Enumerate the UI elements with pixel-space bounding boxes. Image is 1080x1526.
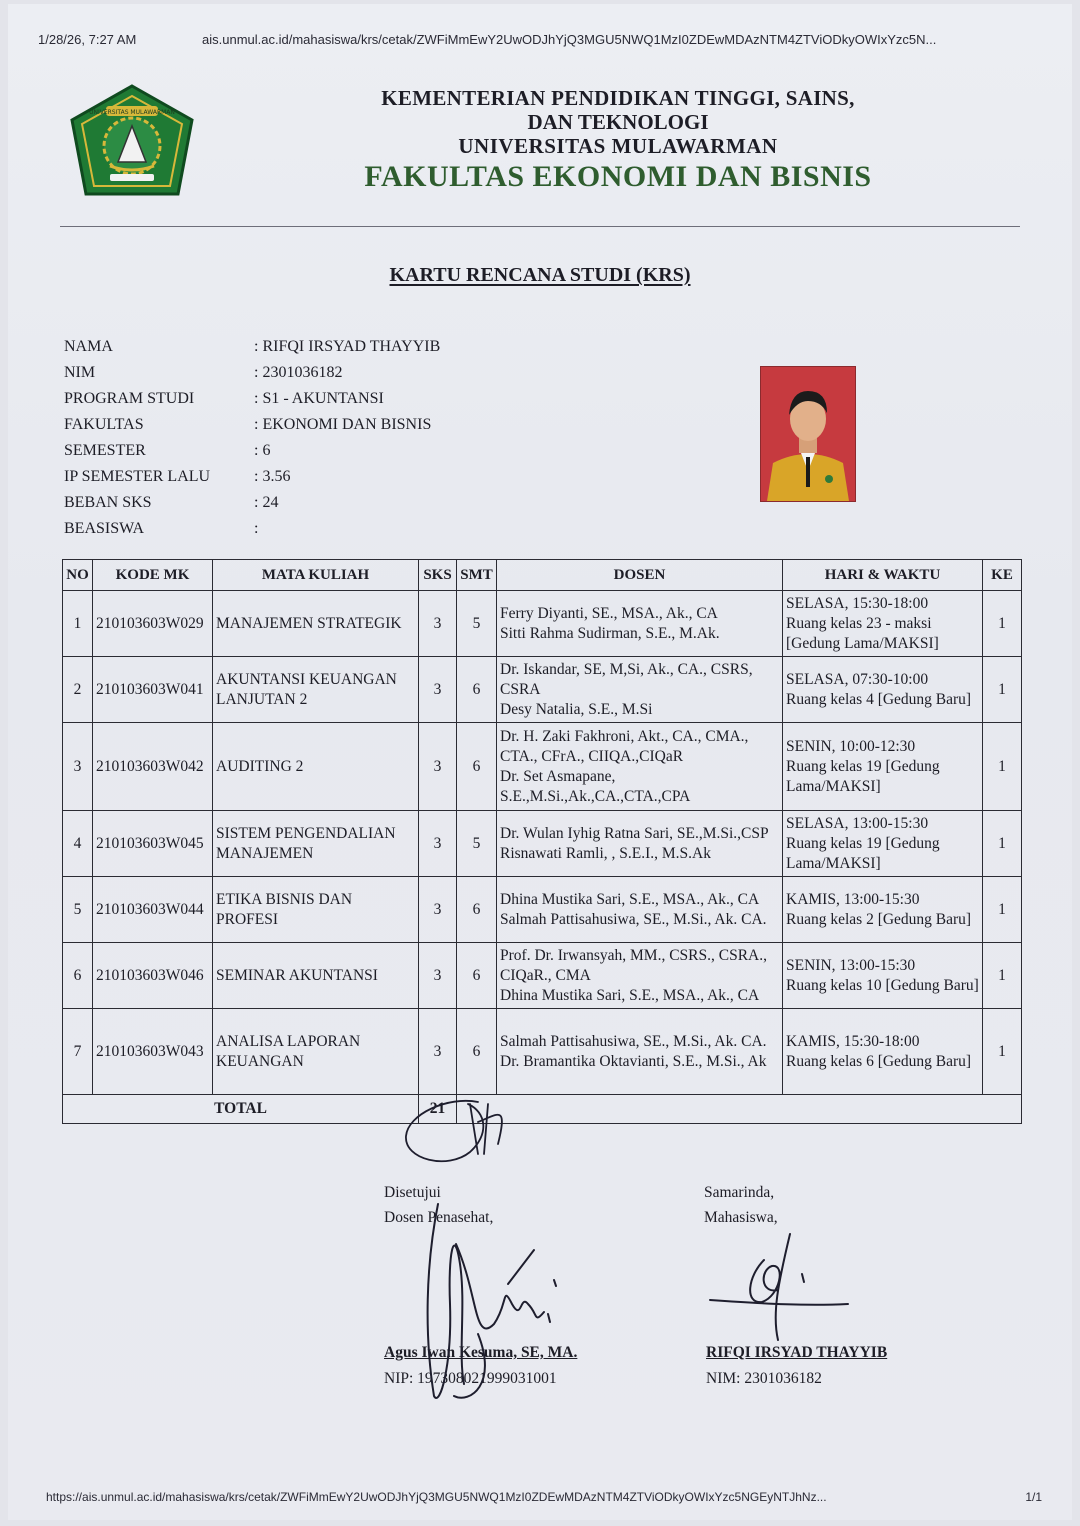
letterhead-ministry: KEMENTERIAN PENDIDIKAN TINGGI, SAINS, — [381, 86, 855, 110]
col-dosen: DOSEN — [497, 560, 783, 591]
col-no: NO — [63, 560, 93, 591]
col-kode-mk: KODE MK — [93, 560, 213, 591]
print-header — [38, 32, 1042, 50]
approval-student — [704, 1180, 778, 1230]
letterhead-university: UNIVERSITAS MULAWARMAN — [458, 134, 778, 158]
student-name-signature: RIFQI IRSYAD THAYYIB — [706, 1344, 888, 1361]
print-timestamp: 1/28/26, 7:27 AM — [38, 32, 137, 47]
course-table — [62, 559, 1022, 1124]
student-nim-signature: NIM: 2301036182 — [706, 1370, 822, 1387]
table-row: 4 210103603W045 SISTEM PENGENDALIAN MANAJEMEN 3 5 Dr. Wulan Iyhig Ratna Sari, SE.,M.Si.,CSP Risnawati Ramli, , S.E.I., M.S.Ak SELASA, 13:00-15:30 Ruang kelas 19 [Gedung Lama/MAKSI] 1 — [63, 811, 1022, 877]
table-row: 7 210103603W043 ANALISA LAPORAN KEUANGAN 3 6 Salmah Pattisahusiwa, SE., M.Si., Ak. CA. Dr. Bramantika Oktavianti, S.E., M.Si., Ak KAMIS, 15:30-18:00 Ruang kelas 6 [Gedung Baru] 1 — [63, 1009, 1022, 1095]
approval-left-line1: Disetujui — [384, 1184, 441, 1201]
student-signature — [710, 1234, 848, 1340]
table-row: 1 210103603W029 MANAJEMEN STRATEGIK 3 5 Ferry Diyanti, SE., MSA., Ak., CA Sitti Rahma Sudirman, S.E., M.Ak. SELASA, 15:30-18:00 Ruang kelas 23 - maksi [Gedung Lama/MAKSI] 1 — [63, 591, 1022, 657]
advisor-signature — [428, 1204, 556, 1398]
university-logo-icon — [66, 82, 198, 204]
advisor-nip: NIP: 197308021999031001 — [384, 1370, 557, 1387]
total-sks: 21 — [419, 1095, 457, 1124]
letterhead-divider — [60, 226, 1020, 227]
table-row: 5 210103603W044 ETIKA BISNIS DAN PROFESI 3 6 Dhina Mustika Sari, S.E., MSA., Ak., CA Salmah Pattisahusiwa, SE., M.Si., Ak. CA. KAMIS, 13:00-15:30 Ruang kelas 2 [Gedung Baru] 1 — [63, 877, 1022, 943]
table-row: 3 210103603W042 AUDITING 2 3 6 Dr. H. Zaki Fakhroni, Akt., CA., CMA., CTA., CFrA., CIIQA.,CIQaR Dr. Set Asmapane, S.E.,M.Si.,Ak.,CA.,CTA.,CPA SENIN, 10:00-12:30 Ruang kelas 19 [Gedung Lama/MAKSI] 1 — [63, 723, 1022, 811]
table-row: 6 210103603W046 SEMINAR AKUNTANSI 3 6 Prof. Dr. Irwansyah, MM., CSRS., CSRA., CIQaR., CMA Dhina Mustika Sari, S.E., MSA., Ak., CA SENIN, 13:00-15:30 Ruang kelas 10 [Gedung Baru] 1 — [63, 943, 1022, 1009]
approval-left-line2: Dosen Penasehat, — [384, 1209, 494, 1226]
col-hari-waktu: HARI & WAKTU — [783, 560, 983, 591]
approval-right-line1: Samarinda, — [704, 1184, 775, 1201]
letterhead-faculty: FAKULTAS EKONOMI DAN BISNIS — [364, 160, 872, 193]
table-total-row — [63, 1095, 1022, 1124]
col-mata-kuliah: MATA KULIAH — [213, 560, 419, 591]
col-smt: SMT — [457, 560, 497, 591]
logo-lettering: UNIVERSITAS MULAWARMAN — [89, 109, 175, 116]
print-footer — [46, 1490, 1042, 1508]
print-page-number: 1/1 — [1025, 1490, 1042, 1504]
total-empty — [457, 1095, 1022, 1124]
advisor-name: Agus Iwan Kesuma, SE, MA. — [384, 1344, 578, 1361]
col-ke: KE — [983, 560, 1022, 591]
document-title: KARTU RENCANA STUDI (KRS) — [389, 264, 691, 286]
total-label: TOTAL — [63, 1095, 419, 1124]
approval-right-line2: Mahasiswa, — [704, 1209, 778, 1226]
print-footer-url: https://ais.unmul.ac.id/mahasiswa/krs/cetak/ZWFiMmEwY2UwODJhYjQ3MGU5NWQ1MzI0ZDEwMDAzNTM4ZTViODkyOWIxYzc5NGEyNTJhNz... — [46, 1490, 827, 1504]
letterhead-ministry-2: DAN TEKNOLOGI — [527, 110, 709, 134]
table-header-row — [63, 560, 1022, 591]
col-sks: SKS — [419, 560, 457, 591]
print-header-url: ais.unmul.ac.id/mahasiswa/krs/cetak/ZWFiMmEwY2UwODJhYjQ3MGU5NWQ1MzI0ZDEwMDAzNTM4ZTViODkyOWIxYzc5N... — [202, 32, 937, 47]
table-row: 2 210103603W041 AKUNTANSI KEUANGAN LANJUTAN 2 3 6 Dr. Iskandar, SE, M,Si, Ak., CA., CSRS, CSRA Desy Natalia, S.E., M.Si SELASA, 07:30-10:00 Ruang kelas 4 [Gedung Baru] 1 — [63, 657, 1022, 723]
student-photo — [760, 366, 856, 502]
approval-advisor — [384, 1180, 493, 1230]
krs-print-page: 1/28/26, 7:27 AM ais.unmul.ac.id/mahasiswa/krs/cetak/ZWFiMmEwY2UwODJhYjQ3MGU5NWQ1MzI0ZDEwMDAzNTM4ZTViODkyOWIxYzc5N... UNIVERSITAS MULAWARMAN KEMENTERIAN PENDIDIKAN TINGGI, SAINS, DAN TEKNOLOGI UNIVERSITAS MULAWARMAN FAKULTAS EKONOMI DAN BISNIS KARTU RENCANA STUDI (KRS) NAMA : RIFQI IRSYAD THAYYIB NIM : 2301036182 PROGRAM STUDI : S1 - AKUNTANSI FAKULTAS : EKONOMI DAN BISNIS SEMESTER : 6 IP SEMESTER LALU : 3.56 BEBAN SKS : 24 BEASISWA : NO KODE MK MATA KULIAH SKS SMT DOSEN HARI & WAKTU KE 1 210103603W029 MANAJEMEN STRATEGIK 3 5 Ferry Diyanti, SE., MSA., Ak., CA Sitti Rahma Sudirman, S.E., M.Ak. SELASA, 15:30-18:00 Ruang kelas 23 - maksi [Gedung Lama/MAKSI] 1 2 210103603W041 AKUNTANSI KEUANGAN LANJUTAN 2 3 6 Dr. Iskandar, SE, M,Si, Ak., CA., CSRS, CSRA Desy Natalia, S.E., M.Si SELASA, 07:30-10:00 Ruang kelas 4 [Gedung Baru] 1 3 210103603W042 AUDITING 2 3 6 Dr. H. Zaki Fakhroni, Akt., CA., CMA., CTA., CFrA., CIIQA.,CIQaR Dr. Set Asmapane, S.E.,M.Si.,Ak.,CA.,CTA.,CPA SENIN, 10:00-12:30 Ruang kelas 19 [Gedung Lama/MAKSI] 1 4 210103603W045 SISTEM PENGENDALIAN MANAJEMEN 3 5 Dr. Wulan Iyhig Ratna Sari, SE.,M.Si.,CSP Risnawati Ramli, , S.E.I., M.S.Ak SELASA, 13:00-15:30 Ruang kelas 19 [Gedung Lama/MAKSI] 1 5 210103603W044 ETIKA BISNIS DAN PROFESI 3 6 Dhina Mustika Sari, S.E., MSA., Ak., CA Salmah Pattisahusiwa, SE., M.Si., Ak. CA. KAMIS, 13:00-15:30 Ruang kelas 2 [Gedung Baru] 1 6 210103603W046 SEMINAR AKUNTANSI 3 6 Prof. Dr. Irwansyah, MM., CSRS., CSRA., CIQaR., CMA Dhina Mustika Sari, S.E., MSA., Ak., CA SENIN, 13:00-15:30 Ruang kelas 10 [Gedung Baru] 1 7 210103603W043 ANALISA LAPORAN KEUANGAN 3 6 Salmah Pattisahusiwa, SE., M.Si., Ak. CA. Dr. Bramantika Oktavianti, S.E., M.Si., Ak KAMIS, 15:30-18:00 Ruang kelas 6 [Gedung Baru] 1 TOTAL 21 Disetujui Dosen Penasehat, Samarinda, Mahasiswa, Agus Iwan Kesuma, SE, MA. NIP: 197308021999031001 RIFQI IRSYAD THAYYIB NIM: 2301036182 https://ais.unmul.ac.id/mahasiswa/krs/cetak/ZWFiMmEwY2UwODJhYjQ3MGU5NWQ1MzI0ZDEwMDAzNTM4ZTViODkyOWIxYzc5NGEyNTJhNz... 1/1 — [8, 4, 1072, 1520]
table-body — [63, 591, 1022, 1124]
letterhead — [308, 86, 928, 196]
